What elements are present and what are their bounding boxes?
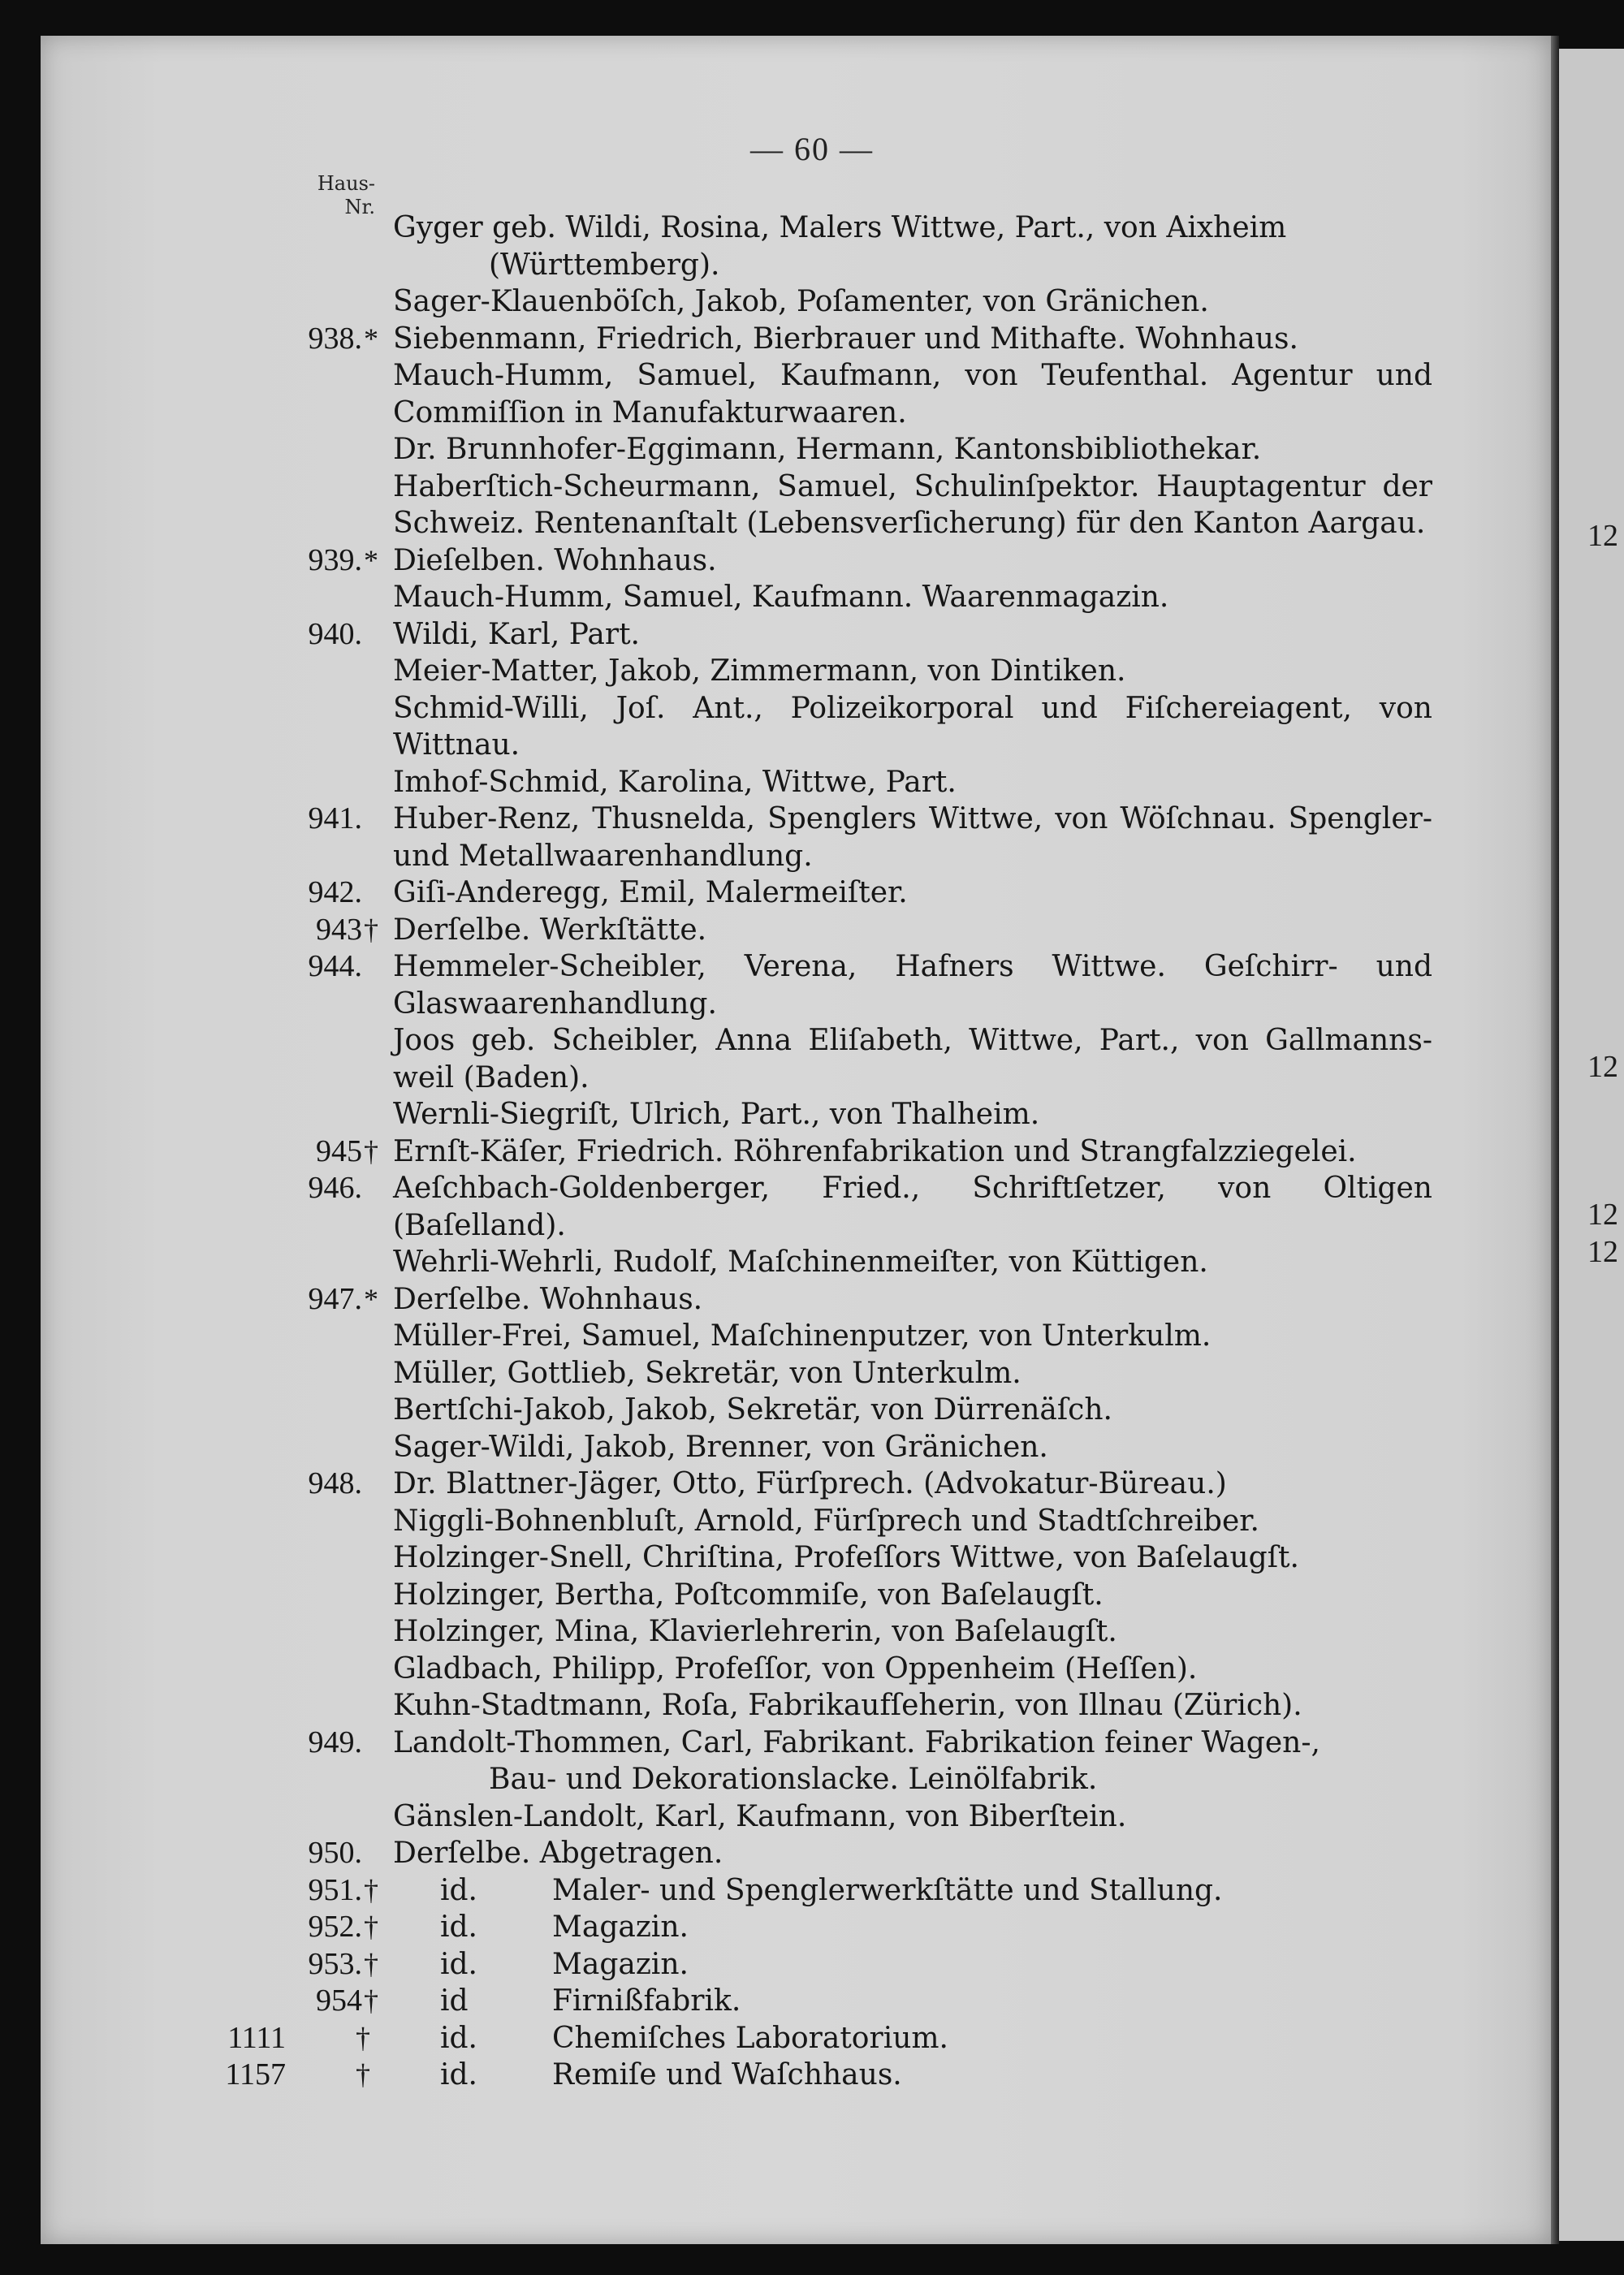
entry-text-block (393, 209, 1432, 283)
entry-text-block (393, 321, 1432, 358)
ditto-mark: id. (440, 2058, 478, 2092)
entry-text: Holzinger-Snell, Chriſtina, Profeſſors Wittwe, von Baſelaugſt. (393, 1541, 1299, 1574)
directory-entry (0, 2057, 1624, 2094)
directory-entry (0, 1872, 1624, 1910)
directory-entry (0, 1909, 1624, 1946)
directory-entry (0, 1096, 1624, 1133)
directory-entry (0, 1281, 1624, 1319)
entry-text: Gänslen-Landolt, Karl, Kaufmann, von Biberſtein. (393, 1799, 1127, 1833)
entry-text-block (393, 912, 1432, 949)
entry-text: Wernli-Siegriſt, Ulrich, Part., von Thalheim. (393, 1098, 1040, 1131)
house-number: 944. (308, 949, 362, 983)
directory-entry (0, 1946, 1624, 1984)
entry-text-block (393, 1022, 1432, 1096)
directory-entry (0, 653, 1624, 690)
entry-text-block (393, 1466, 1432, 1503)
directory-entry (0, 1539, 1624, 1577)
entry-text-block (393, 1725, 1432, 1798)
edge-number: 12 (1587, 1235, 1618, 1269)
directory-entry (0, 2020, 1624, 2057)
entry-text: Derſelbe. Abgetragen. (393, 1837, 723, 1870)
ditto-mark: id. (440, 2021, 478, 2055)
directory-entry (0, 912, 1624, 949)
entry-text: Holzinger, Mina, Klavierlehrerin, von Baſelaugſt. (393, 1615, 1117, 1648)
entry-mark: † (364, 1947, 378, 1980)
entry-text-block (393, 1539, 1432, 1577)
entry-text-block (393, 1909, 1432, 1946)
entry-text: Müller-Frei, Samuel, Maſchinenputzer, von Unterkulm. (393, 1319, 1212, 1353)
directory-entry (0, 283, 1624, 321)
directory-entry (0, 1983, 1624, 2020)
entry-text: Gladbach, Philipp, Profeſſor, von Oppenheim (Heſſen). (393, 1651, 1198, 1686)
entry-text: Dr. Blattner-Jäger, Otto, Fürſprech. (Advokatur-Büreau.) (393, 1467, 1227, 1500)
entry-mark: * (364, 543, 378, 576)
directory-entry (0, 468, 1624, 542)
entry-text-block (393, 431, 1432, 468)
directory-entries (0, 209, 1624, 2094)
ditto-mark: id (440, 1984, 469, 2018)
entry-text-block (393, 2057, 1432, 2094)
entry-mark: * (364, 1282, 378, 1315)
entry-text-block (393, 1946, 1432, 1984)
entry-text: Landolt-Thommen, Carl, Fabrikant. Fabrikation feiner Wagen-, (393, 1725, 1320, 1759)
entry-text-block (393, 653, 1432, 690)
entry-text-block (393, 1244, 1432, 1281)
directory-entry (0, 1651, 1624, 1688)
directory-entry (0, 1022, 1624, 1096)
entry-text: Dieſelben. Wohnhaus. (393, 543, 717, 577)
directory-entry (0, 948, 1624, 1022)
entry-text: Wildi, Karl, Part. (393, 617, 640, 651)
entry-text: Derſelbe. Werkſtätte. (393, 913, 707, 947)
house-number: 946. (308, 1171, 362, 1205)
directory-entry (0, 1133, 1624, 1171)
entry-text-block (393, 1651, 1432, 1688)
entry-text-block (393, 1096, 1432, 1133)
entry-text: Müller, Gottlieb, Sekretär, von Unterkulm. (393, 1356, 1021, 1390)
house-number: 947. (308, 1281, 362, 1316)
entry-text-block (393, 1392, 1432, 1429)
ditto-mark: id. (440, 1947, 478, 1981)
directory-entry (0, 1466, 1624, 1503)
directory-entry (0, 1577, 1624, 1614)
house-number: 951. (308, 1872, 362, 1907)
entry-text-block (393, 1983, 1432, 2020)
entry-text-block (393, 1170, 1432, 1244)
directory-entry (0, 209, 1624, 283)
entry-text: Mauch-Humm, Samuel, Kaufmann. Waarenmagazin. (393, 581, 1169, 614)
entry-text: Firnißfabrik. (552, 1984, 741, 2018)
entry-text: Mauch-Humm, Samuel, Kaufmann, von Teufenthal. Agentur und Commiſſion in Manufakturwaaren. (393, 359, 1432, 430)
entry-text-block (393, 1872, 1432, 1910)
house-number: 948. (308, 1466, 362, 1500)
house-number: 942. (308, 875, 362, 909)
house-number: 945 (316, 1133, 362, 1168)
entry-text: Dr. Brunnhofer-Eggimann, Hermann, Kantonsbibliothekar. (393, 433, 1262, 466)
entry-mark: † (364, 1873, 378, 1906)
entry-text: Aeſchbach-Goldenberger, Fried., Schriftſetzer, von Oltigen (Baſelland). (393, 1172, 1432, 1242)
entry-text-block (393, 1133, 1432, 1171)
entry-text-block (393, 1613, 1432, 1651)
directory-entry (0, 1687, 1624, 1725)
entry-text-block (393, 1577, 1432, 1614)
entry-text: Magazin. (552, 1910, 689, 1944)
entry-text-block (393, 579, 1432, 616)
entry-text-block (393, 948, 1432, 1022)
directory-entry (0, 1613, 1624, 1651)
entry-text-block (393, 1281, 1432, 1319)
entry-text-block (393, 357, 1432, 431)
directory-entry (0, 764, 1624, 801)
entry-text-block (393, 764, 1432, 801)
entry-text-block (393, 1835, 1432, 1872)
entry-text: Maler- und Spenglerwerkſtätte und Stallung. (552, 1873, 1223, 1907)
directory-entry (0, 321, 1624, 358)
entry-text-block (393, 542, 1432, 580)
header-line: Haus- (317, 172, 375, 195)
house-number: 940. (308, 616, 362, 651)
directory-entry (0, 542, 1624, 580)
directory-entry (0, 874, 1624, 912)
directory-entry (0, 1725, 1624, 1798)
ditto-mark: id. (440, 1910, 478, 1944)
entry-text: Gyger geb. Wildi, Rosina, Malers Wittwe, Part., von Aixheim (393, 211, 1287, 244)
entry-continuation: (Württemberg). (489, 248, 720, 282)
entry-text: Magazin. (552, 1947, 689, 1981)
entry-text-block (393, 1503, 1432, 1540)
entry-mark: † (364, 1134, 378, 1168)
directory-entry (0, 690, 1624, 764)
entry-text: Giſi-Anderegg, Emil, Malermeiſter. (393, 876, 908, 909)
house-number: 938. (308, 321, 362, 356)
directory-entry (0, 1429, 1624, 1466)
entry-text-block (393, 616, 1432, 654)
entry-text: Chemiſches Laboratorium. (552, 2021, 948, 2055)
directory-entry (0, 431, 1624, 468)
entry-text: Holzinger, Bertha, Poſtcommiſe, von Baſelaugſt. (393, 1578, 1104, 1612)
directory-entry (0, 801, 1624, 874)
entry-text-block (393, 1798, 1432, 1836)
directory-entry (0, 1170, 1624, 1244)
directory-entry (0, 1503, 1624, 1540)
house-number: 941. (308, 801, 362, 835)
entry-text: Remiſe und Waſchhaus. (552, 2058, 902, 2092)
entry-text: Sager-Klauenböſch, Jakob, Poſamenter, von Gränichen. (393, 285, 1209, 318)
header-line: Nr. (344, 196, 375, 218)
entry-text-block (393, 874, 1432, 912)
entry-mark: † (356, 2058, 370, 2091)
entry-text: Hemmeler-Scheibler, Verena, Hafners Wittwe. Geſchirr- und Glaswaarenhandlung. (393, 950, 1432, 1021)
edge-number: 12 (1587, 1050, 1618, 1084)
directory-entry (0, 1355, 1624, 1392)
entry-mark: † (364, 1910, 378, 1943)
entry-text: Huber-Renz, Thusnelda, Spenglers Wittwe, von Wöſchnau. Spengler- und Metallwaarenhandlung. (393, 802, 1432, 873)
entry-text-block (393, 1355, 1432, 1392)
edge-number: 12 (1587, 519, 1618, 553)
entry-text: Ernſt-Käſer, Friedrich. Röhrenfabrikation und Strangfalzziegelei. (393, 1134, 1357, 1168)
entry-text: Joos geb. Scheibler, Anna Eliſabeth, Wittwe, Part., von Gallmanns- weil (Baden). (393, 1024, 1432, 1094)
directory-entry (0, 1318, 1624, 1355)
edge-number: 12 (1587, 1198, 1618, 1232)
entry-mark: † (364, 913, 378, 946)
entry-text: Haberſtich-Scheurmann, Samuel, Schulinſpektor. Hauptagentur der Schweiz. Rentenanſtalt (Lebensverſicherung) für den Kanton Aargau. (393, 469, 1432, 540)
directory-entry (0, 1798, 1624, 1836)
entry-text: Meier-Matter, Jakob, Zimmermann, von Dintiken. (393, 654, 1126, 688)
page-number: — 60 — (750, 131, 874, 167)
entry-mark: † (364, 1984, 378, 2017)
directory-entry (0, 1244, 1624, 1281)
entry-continuation: Bau- und Dekorationslacke. Leinölfabrik. (489, 1763, 1098, 1796)
house-number: 943 (316, 912, 362, 947)
entry-text-block (393, 2020, 1432, 2057)
entry-text-block (393, 801, 1432, 874)
house-number: 1111 (227, 2020, 286, 2055)
directory-entry (0, 357, 1624, 431)
entry-text-block (393, 283, 1432, 321)
entry-text: Siebenmann, Friedrich, Bierbrauer und Mithafte. Wohnhaus. (393, 322, 1298, 356)
entry-mark: * (364, 322, 378, 355)
entry-text: Imhof-Schmid, Karolina, Wittwe, Part. (393, 765, 957, 799)
entry-text-block (393, 1318, 1432, 1355)
house-number: 950. (308, 1836, 362, 1870)
entry-text: Bertſchi-Jakob, Jakob, Sekretär, von Dürrenäſch. (393, 1393, 1112, 1427)
house-number: 952. (308, 1910, 362, 1944)
house-number: 954 (316, 1984, 362, 2018)
house-number: 953. (308, 1946, 362, 1981)
entry-text: Niggli-Bohnenbluſt, Arnold, Fürſprech und Stadtſchreiber. (393, 1504, 1259, 1538)
house-number: 1157 (225, 2057, 286, 2092)
directory-entry (0, 579, 1624, 616)
house-number: 949. (308, 1725, 362, 1759)
entry-text: Derſelbe. Wohnhaus. (393, 1282, 703, 1316)
ditto-mark: id. (440, 1873, 478, 1907)
directory-entry (0, 616, 1624, 654)
house-number: 939. (308, 542, 362, 577)
entry-text-block (393, 690, 1432, 764)
entry-text-block (393, 1429, 1432, 1466)
entry-text: Sager-Wildi, Jakob, Brenner, von Gränichen. (393, 1430, 1048, 1464)
entry-text-block (393, 468, 1432, 542)
directory-entry (0, 1835, 1624, 1872)
entry-text: Schmid-Willi, Joſ. Ant., Polizeikorporal und Fiſchereiagent, von Wittnau. (393, 691, 1432, 762)
entry-mark: † (356, 2021, 370, 2054)
entry-text-block (393, 1687, 1432, 1725)
directory-entry (0, 1392, 1624, 1429)
entry-text: Wehrli-Wehrli, Rudolf, Maſchinenmeiſter, von Küttigen. (393, 1245, 1208, 1279)
entry-text: Kuhn-Stadtmann, Roſa, Fabrikaufſeherin, von Illnau (Zürich). (393, 1689, 1302, 1722)
